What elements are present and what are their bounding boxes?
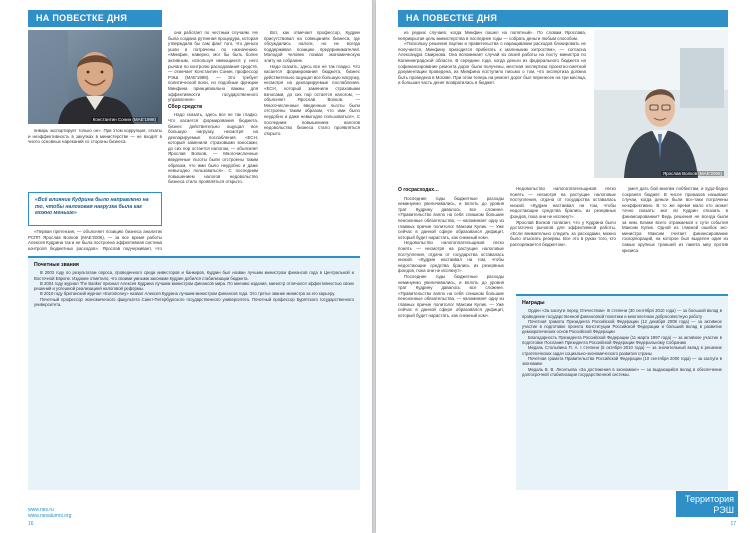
paragraph: из редких случаев, когда Минфин пошел на попятный». По словам Ярослава, неприкрытая цель министерства в последнее годы — собрать деньги любым способом.	[398, 30, 586, 41]
subheading: Сбор средств	[168, 103, 203, 110]
article-column-2	[168, 30, 258, 252]
awards-box	[28, 256, 360, 490]
article-column-1	[398, 186, 504, 486]
paragraph: Последние годы бюджетные расходы неминуемо увеличивались, и вплоть до уровня трат Кудрину давалось все сложнее. «Правительство взяло на себя слишком большие пенсионные обязательства, — напоминает одну из главных причин политолог Максим Кулик. — Уже сейчас в данной сфере образовался дефицит, который будет нарастать, как снежный ком».	[398, 195, 504, 240]
brand-line-1: Территория	[685, 494, 734, 504]
box-paragraph: Медаль В. В. Леонтьева «За достижения в экономике» — за выдающийся вклад в обеспечение долгосрочной стабилизации государственной системы.	[522, 366, 722, 377]
box-paragraph: В 2003 году по результатам опроса, проведенного среди инвесторов и банкиров, Кудрин был назван лучшим министром финансов года в Центральной и Восточной Европе. Издание отметило, что своими умными законами Кудрин добился стабилизации бюджета.	[34, 270, 354, 281]
page-number: 17	[730, 521, 736, 527]
section-header: НА ПОВЕСТКЕ ДНЯ	[28, 10, 162, 27]
brand-block	[676, 491, 738, 517]
section-header: НА ПОВЕСТКЕ ДНЯ	[398, 10, 728, 27]
brand-line-2: РЭШ	[713, 505, 734, 515]
paragraph: Недовольство налогоплательщиков легко понять — несмотря на растущие налоговые поступления, отдача от государства оставалась низкой. «Кудрин настаивал на том, чтобы недостающие средства брались из резервных фондов, пока они не иссякнут».	[398, 240, 504, 274]
photo-caption: Константин Сонин (МАЕ'1998)	[92, 117, 156, 122]
box-paragraph: Почетная грамота Правительства Российской Федерации (10 сентября 2000 года) — за заслуги в экономике	[522, 355, 722, 367]
article-column-3	[622, 186, 728, 292]
paragraph: Надо сказать, здесь все не так гладко. Что касается формирования бюджета, бизнес действительно ощущал все большую нагрузку, несмотря на декларируемые послабления. «ЕСН, который заменили страховыми взносами, до сих пор остается налогом, — объясняет Ярослав Волков. — Многочисленные введенные льготы были отстроены таким образом, что ими было неудобно и даже невыгодно пользоваться». С последним повышением налогов недовольство бизнеса стало проявляться открыто.	[264, 63, 360, 136]
paragraph: Последние годы бюджетные расходы неминуемо увеличивались, и вплоть до уровня трат Кудрину давалось все сложнее. «Правительство взяло на себя слишком большие пенсионные обязательства, — напоминает одну из главных причин политолог Максим Кулик. — Уже сейчас в данной сфере образовался дефицит, который будет нарастать, как снежный ком».	[398, 273, 504, 319]
left-page	[0, 0, 374, 533]
paragraph: умел дать бой многим лоббистам, и худо-бедно сохранял бюджет. В числе промахов называют случаи, когда деньги были все-таки потрачены неэффективно. В то же время мало кто может точно сказать: мог ли Кудрин отказать в финансировании? Ведь решения не всегда были за ним. Ближе всего отражаемся к сути события Максим Кулик. Одной из главной ошибок экс-министра Максим считает финансирование госкорпораций, на которое был выделен один из самых крупных траншей из пакета мер против кризиса.	[622, 186, 728, 253]
paragraph: она работает по честным случаям. Не была создана рутинная процедура, которая утверждала бы сам факт того, что деньги ушли и потрачены по назначению. «Минфин, наверно, мог бы быть более активным, используя имеющиеся у него рычаги по контролю расходования средств, — отмечает Константин Сонин, профессор РЭШ (МАЕ'1998). — Это требует политической воли, но подобные функции Минфина принципиально важны для эффективности государственного управления».	[168, 30, 258, 103]
paragraph: январь экспортирует только он». При этом коррупция, откаты и неэффективность в закупках в министерстве — не входят в число основных нареканий со стороны бизнеса.	[28, 128, 162, 145]
article-column-1	[28, 128, 162, 190]
paragraph: «Поскольку решения партии и правительства о наращивании расходов блокировать не получается, Минфину приходится прибегать к маленьким хитростям», — согласна Александра Смирнова. Она вспоминает случай из своей работы на посту министра по Калининградской области. В середине года, когда деньги из федерального бюджета на софинансирование ремонта дорог были получены, местная экспертиза проектно-сметной документации проведена, из Минфина поступило письмо о том, что экспертиза должна быть проведена в Москве. При этом теперь на ремонт дорог был перенесен на три месяца, и большая часть денег возвратилась в бюджет.	[398, 41, 586, 86]
footer-links	[28, 507, 71, 519]
paragraph: Ярослав Волков полагает, что у Кудрина было достаточно рычагов для эффективной работы. «Если внимательно следить за расходами, можно было отыскать резервы. Все это в руках того, кто распоряжается бюджетом».	[510, 219, 616, 247]
subheading: О госрасходах…	[398, 187, 439, 193]
portrait-image	[594, 30, 728, 178]
box-paragraph: В 2010 году британский журнал «Euromoney» назвал Алексея Кудрина лучшим министром финансов года. Это третье звание министра за его карьеру.	[40, 291, 336, 297]
page-number: 16	[28, 521, 34, 527]
box-title: Почетные звания	[34, 262, 79, 268]
top-text	[398, 30, 586, 178]
website-link[interactable]: www.nes.ru	[28, 507, 54, 513]
photo-caption: Ярослав Волков (МАЕ'2006)	[662, 171, 722, 176]
box-paragraph: Медаль Столыпина П. А. I степени (5 октября 2010 года) — за значительный вклад в решение стратегических задач социально-экономического развития страны	[522, 345, 722, 356]
box-paragraph: Орден «За заслуги перед Отечеством» III степени (30 сентября 2010 года) — за большой вклад в проведение государственной финансовой политики и многолетнюю добросовестную работу	[522, 308, 722, 319]
box-title: Награды	[522, 300, 545, 306]
box-paragraph: Почетная грамота Президента Российской Федерации (12 декабря 2008 года) — за активное участие в подготовке проекта Конституции Российской Федерации и большой вклад в развитие демократических основ Российской Федерации	[522, 318, 722, 335]
awards-box	[516, 294, 728, 490]
article-column-3	[264, 30, 360, 252]
paragraph: Надо сказать, здесь все не так гладко. Что касается формирования бюджета, бизнес действительно ощущал все большую нагрузку, несмотря на декларируемые послабления. «ЕСН, который заменили страховыми взносами, до сих пор остается налогом, — объясняет Ярослав Волков. — Многочисленные введенные льготы были отстроены таким образом, что ими было неудобно и даже невыгодно пользоваться». С последним повышением налогов недовольство бизнеса стало проявляться открыто.	[168, 112, 258, 185]
portrait-image	[28, 30, 162, 124]
article-column-1-cont	[28, 229, 162, 251]
box-paragraph: Благодарность Президента Российской Федерации (11 марта 1997 года) — за активное участие в подготовке Послания Президента Российской Федерации Федеральному Собранию	[522, 334, 722, 346]
box-paragraph: Почетный профессор экономического факультета Санкт-Петербургского государственного университета. Почетный профессор Бурятского государственного университета.	[34, 296, 354, 308]
pull-quote: «Всё влияние Кудрина было направлено на то, чтобы налоговая нагрузка была как можно меньше»	[28, 192, 162, 226]
paragraph: Недовольство налогоплательщиков легко понять — несмотря на растущие налоговые поступления, отдача от государства оставалась низкой. «Кудрин настаивал на том, чтобы недостающие средства брались из резервных фондов, пока они не иссякнут».	[510, 186, 616, 219]
alumni-link[interactable]: www.nesalumni.org	[28, 513, 72, 519]
paragraph: «Первая претензия, — объясняет позицию бизнеса аналитик РСПП Ярослав Волков (МАЕ'2006), — за все время работы Алексея Кудрина так и не была построена эффективная система контроля бюджетных расходов». Ярослав подчеркивает, что	[28, 229, 162, 251]
box-paragraph: В 2004 году журнал The Banker признал Алексея Кудрина лучшим министром финансов мира. По мнению издания, министр отличался эффективностью своих решений и успешной реализацией налоговой реформы.	[34, 280, 354, 292]
portrait-photo-sonin	[28, 30, 162, 124]
right-page	[376, 0, 750, 533]
portrait-photo-volkov	[594, 30, 728, 178]
paragraph: Вот, как отмечает профессор, Кудрин присутствовал на совещаниях бизнеса, где обсуждались налоги, но не всегда поддерживал позицию предпринимателей. Молодой человек позвал экономическую элиту на собрание.	[264, 30, 360, 63]
